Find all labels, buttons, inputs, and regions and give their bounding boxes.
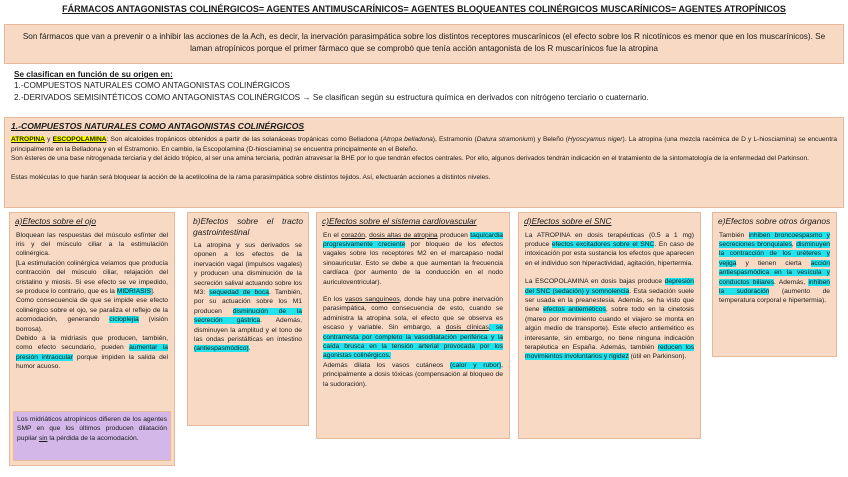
natural-paragraph-2: Son ésteres de una base nitrogenada terciaria y del ácido trópico, al ser una amina terciaria, podrán atravesar la BHE por lo que tendrán efectos centrales. Por ello, algunos derivados tendrán indicación en el tratamiento de la sintomatología de la enfermedad del Parkinson. [11, 155, 809, 162]
other-organs-effects-body: También inhiben broncoespasmo y secreciones bronquiales, disminuyen la contracción de los uréteres y vejiga y tienen cierta acción antiespasmódica en la vesícula y conductos biliares. Además, inhiben la sudoración (aumento de temperatura corporal e hipertermia). [719, 231, 831, 305]
eye-effects-body: Bloquean las respuestas del músculo esfínter del iris y del músculo ciliar a la estimulación colinérgica. [La estimulación colinérgica veíamos que producía contracción del músculo ciliar, relajación del cristalino y miosis. Si ese efecto se ve impedido, se produce lo contrario, que es la MIDRIASIS]. Como consecuencia de que se impide ese efecto colinérgico sobre el ojo, se paraliza el reflejo de la acomodación, generando cicloplejía (visión borrosa). Debido a la midriasis que producen, también, como efecto secundario, pueden aumentar la presión intraocular porque impiden la salida del humor acuoso. [16, 231, 169, 371]
gastrointestinal-effects-heading: b)Efectos sobre el tracto gastrointestinal [193, 216, 303, 237]
cns-effects-body: La ATROPINA en dosis terapéuticas (0.5 a 1 mg) produce efectos excitadores sobre el SNC. En caso de intoxicación por esta sustancia los efectos que aparecen en el individuo son hiperactividad, agitación, hipertermia. La ESCOPOLAMINA en dosis bajas produce depresión del SNC (sedación) y somnolencia. Esta sedación suele ser usada en la preanestesia. Además, se ha visto que tiene efectos antieméticos, sobre todo en la cinetosis (mareo por movimiento cuando el viajero se monta en algún medio de transporte). Este efecto antiemético es interesante, sin embargo, no tiene ninguna indicación terapéutica en España. Además, también reducen los movimientos involuntarios y rigidez (útil en Parkinson). [525, 231, 695, 361]
cardiovascular-effects-heading: c)Efectos sobre el sistema cardiovascular [322, 216, 477, 226]
other-organs-effects-box [712, 212, 837, 357]
cns-effects-heading: d)Efectos sobre el SNC [524, 216, 612, 226]
natural-paragraph-3: Estas moléculas lo que harán será bloquear la acción de la acetilcolina de la rama parasimpática sobre distintos tejidos. Así, efectuarán acciones a distintos niveles. [11, 173, 491, 181]
eye-effects-heading: a)Efectos sobre el ojo [15, 216, 97, 226]
cardiovascular-effects-body: En el corazón, dosis altas de atropina producen taquicardia progresivamente creciente por bloqueo de los efectos vagales sobre los receptores M2 en el marcapaso nodal sinoauricular. Esto se debe a que aumentan la frecuencia cardíaca (por aumento de la conducción en el nodo auriculoventricular). En los vasos sanguíneos, donde hay una pobre inervación parasimpática, como consecuencia de esto, cuando se administra la atropina sola, el efecto que se observa es escaso y variable. Sin embargo, a dosis clínicas, se contrarresta por completo la vasodilatación periférica y la caída brusca en la tensión arterial provocada por los agonistas colinérgicos. Además dilata los vasos cutáneos (calor y rubor), principalmente a dosis tóxicas (compensación al bloqueo de la sudoración). [323, 231, 504, 388]
natural-compounds-box [4, 117, 844, 208]
cns-effects-box [518, 212, 701, 439]
intro-box [4, 24, 844, 64]
gastrointestinal-effects-box [187, 212, 309, 426]
cardiovascular-effects-box [316, 212, 510, 439]
classification-item-2: 2.-DERIVADOS SEMISINTÉTICOS COMO ANTAGONISTAS COLINÉRGICOS → Se clasifican según su estructura química en derivados con nitrógeno terciario o cuaternario. [14, 92, 649, 102]
gastrointestinal-effects-body: La atropina y sus derivados se oponen a los efectos de la inervación vagal (impulsos vagales) y producen una disminución de la secreción salival actuando sobre los M3: sequedad de boca. También, por su actuación sobre los M1 producen disminución de la secreción gástrica. Además, disminuyen la amplitud y el tono de las ondas peristálticas en intestino (antiespasmódico). [194, 242, 302, 353]
intro-text: Son fármacos que van a prevenir o a inhibir las acciones de la Ach, es decir, la inervación parasimpática sobre los distintos receptores muscarínicos (el efecto sobre los R nicotínicos es menor que en los muscarínicos). Se laman atropínicos porque el primer fármaco que se comprobó que tenía acción antagonista de los R muscarínicos fue la atropina [22, 32, 826, 53]
natural-paragraph-1: ATROPINA y ESCOPOLAMINA: Son alcaloides tropánicos obtenidos a partir de las solanáceas tropánicas como Belladona (Atropa belladona), Estramonio (Datura stramonium) y Beleño (Hyoscyamus niger). La atropina (una mezcla racémica de D y L-hiosciamina) se encuentra principalmente en la Belladona y en el Estramonio. En cambio, la Escopolamina (D-hiosciamina) se encuentra principalmente en el Beleño. [11, 136, 838, 153]
classification-item-1: 1.-COMPUESTOS NATURALES COMO ANTAGONISTAS COLINÉRGICOS [14, 81, 290, 91]
other-organs-effects-heading: e)Efectos sobre otros órganos [718, 216, 831, 226]
classification-heading: Se clasifican en función de su origen en: [14, 70, 173, 79]
eye-effects-box [9, 212, 175, 466]
classification-section [14, 69, 844, 103]
page-title: FÁRMACOS ANTAGONISTAS COLINÉRGICOS= AGENTES ANTIMUSCARÍNICOS= AGENTES BLOQUEANTES COLINÉRGICOS MUSCARÍNICOS= AGENTES ATROPÍNICOS [62, 4, 786, 14]
natural-compounds-heading: 1.-COMPUESTOS NATURALES COMO ANTAGONISTAS COLINÉRGICOS [11, 121, 305, 131]
eye-effects-note: Los midriáticos atropínicos difieren de los agentes SMP en que los últimos producen dilatación pupilar sin la pérdida de la acomodación. [13, 411, 171, 461]
